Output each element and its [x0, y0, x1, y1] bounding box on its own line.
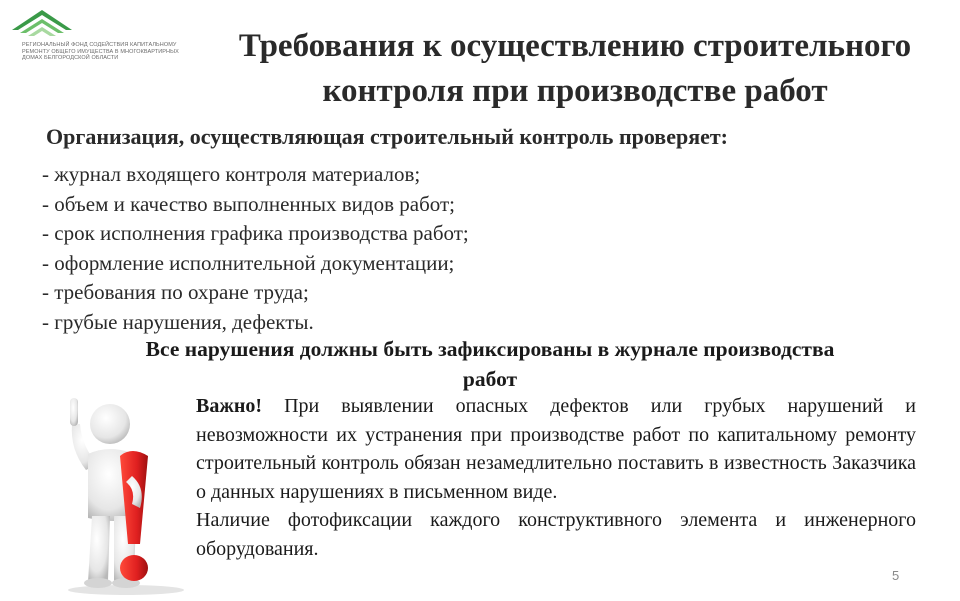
checklist-item: - требования по охране труда; — [42, 280, 309, 304]
checklist-item: - срок исполнения графика производства работ; — [42, 221, 469, 245]
checklist-item: - оформление исполнительной документации; — [42, 250, 455, 275]
slide-title-line-1: Требования к осуществлению строительного — [238, 28, 912, 64]
important-notice — [196, 392, 916, 563]
checklist-intro: Организация, осуществляющая строительный контроль проверяет: — [46, 124, 728, 149]
house-roof-logo-icon — [8, 6, 78, 40]
checklist-item: - грубые нарушения, дефекты. — [42, 309, 314, 334]
notice-line-2: работ — [462, 367, 518, 391]
checklist-item: - объем и качество выполненных видов работ; — [42, 191, 456, 216]
important-label: Важно! — [196, 395, 263, 417]
page-number: 5 — [892, 568, 900, 583]
notice-line-1: Все нарушения должны быть зафиксированы в журнале производства — [145, 337, 835, 361]
checklist-item: - журнал входящего контроля материалов; — [42, 162, 421, 186]
important-text: При выявлении опасных дефектов или грубых нарушений и невозможности их устранения при производстве работ по капитальному ремонту строительный контроль обязан незамедлительно поставить в известность Заказчика о данных нарушениях в письменном виде. — [196, 395, 917, 503]
fund-name: РЕГИОНАЛЬНЫЙ ФОНД СОДЕЙСТВИЯ КАПИТАЛЬНОМУ РЕМОНТУ ОБЩЕГО ИМУЩЕСТВА В МНОГОКВАРТИРНЫХ ДОМАХ БЕЛГОРОДСКОЙ ОБЛАСТИ — [22, 42, 179, 61]
illustration — [44, 384, 194, 596]
photo-note: Наличие фотофиксации каждого конструктивного элемента и инженерного оборудования. — [196, 509, 916, 560]
slide-title-line-2: контроля при производстве работ — [322, 73, 828, 109]
person-exclamation-icon — [44, 384, 194, 596]
fund-logo — [8, 6, 178, 60]
checklist — [42, 160, 469, 337]
important-paragraph — [196, 392, 916, 506]
slide-title — [180, 24, 960, 114]
